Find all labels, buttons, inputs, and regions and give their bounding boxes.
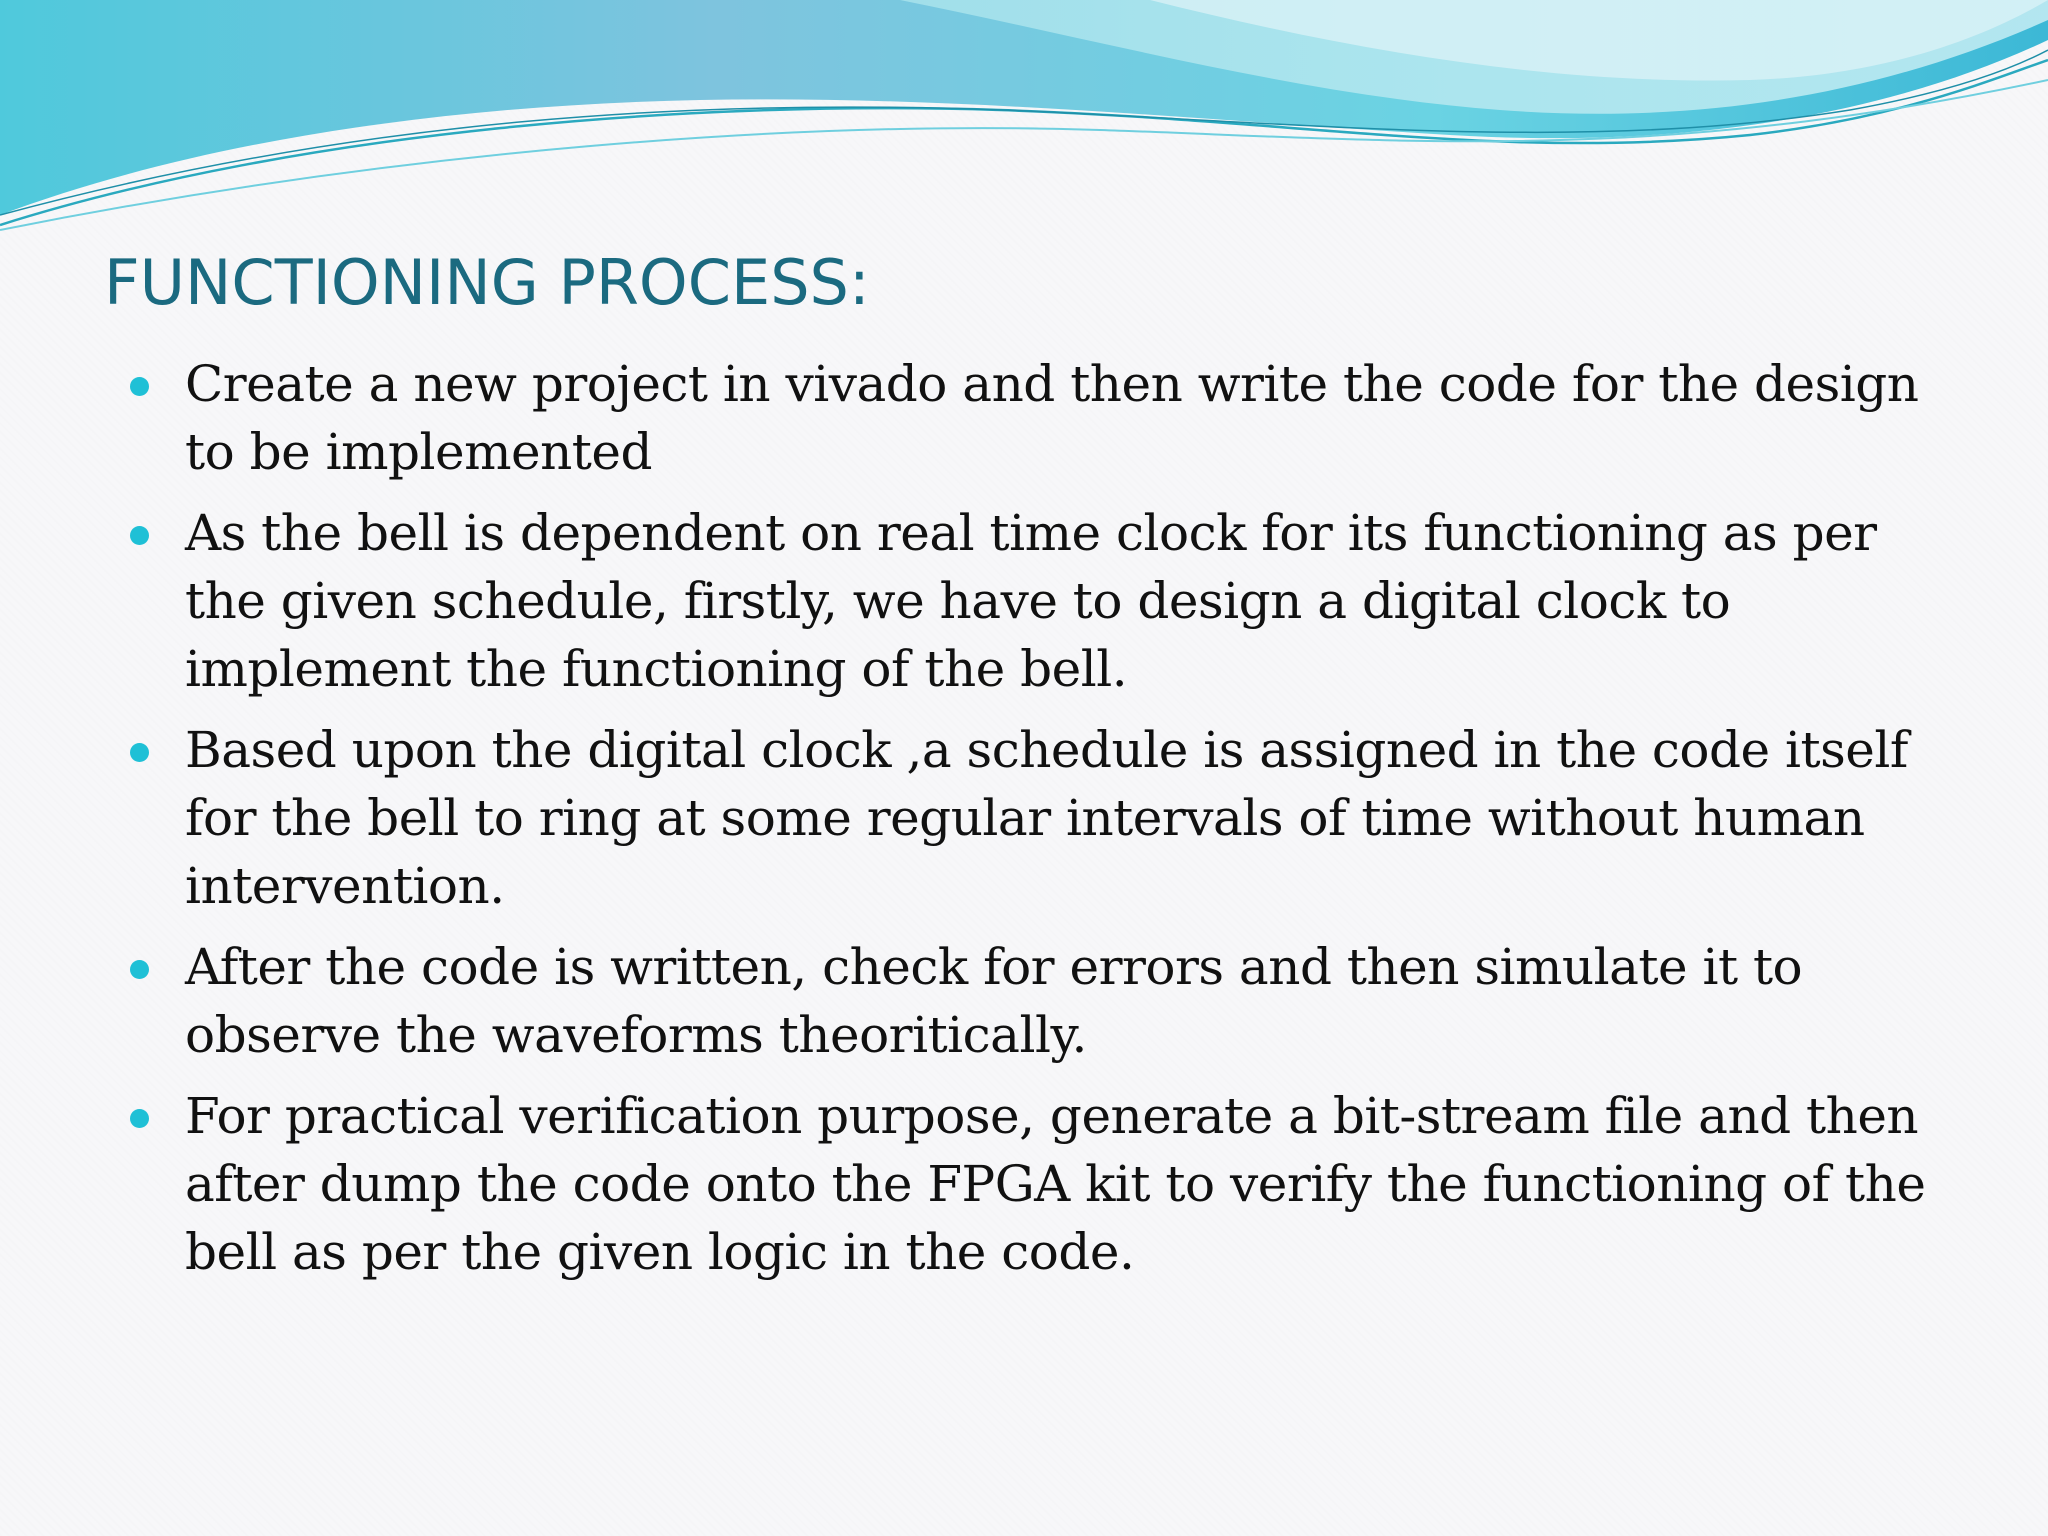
bullet-text: After the code is written, check for errors and then simulate it to observe the waveforms theoritically.: [185, 938, 1803, 1064]
bullet-dot-icon: [130, 960, 149, 979]
bullet-item: [130, 933, 1950, 1069]
slide-title: FUNCTIONING PROCESS:: [104, 246, 870, 319]
bullet-text: For practical verification purpose, generate a bit-stream file and then after dump the code onto the FPGA kit to verify the functioning of the bell as per the given logic in the code.: [185, 1087, 1926, 1281]
header-wave-decoration: [0, 0, 2048, 240]
bullet-text: Create a new project in vivado and then write the code for the design to be implemented: [185, 355, 1919, 481]
bullet-dot-icon: [130, 743, 149, 762]
bullet-dot-icon: [130, 377, 149, 396]
bullet-item: [130, 350, 1950, 486]
bullet-item: [130, 716, 1950, 920]
bullet-text: As the bell is dependent on real time clock for its functioning as per the given schedule, firstly, we have to design a digital clock to implement the functioning of the bell.: [185, 504, 1877, 698]
bullet-item: [130, 1082, 1950, 1286]
bullet-dot-icon: [130, 1109, 149, 1128]
bullet-item: [130, 499, 1950, 703]
bullet-list: [130, 350, 1950, 1299]
bullet-text: Based upon the digital clock ,a schedule is assigned in the code itself for the bell to ring at some regular intervals of time without human intervention.: [185, 721, 1908, 915]
bullet-dot-icon: [130, 526, 149, 545]
